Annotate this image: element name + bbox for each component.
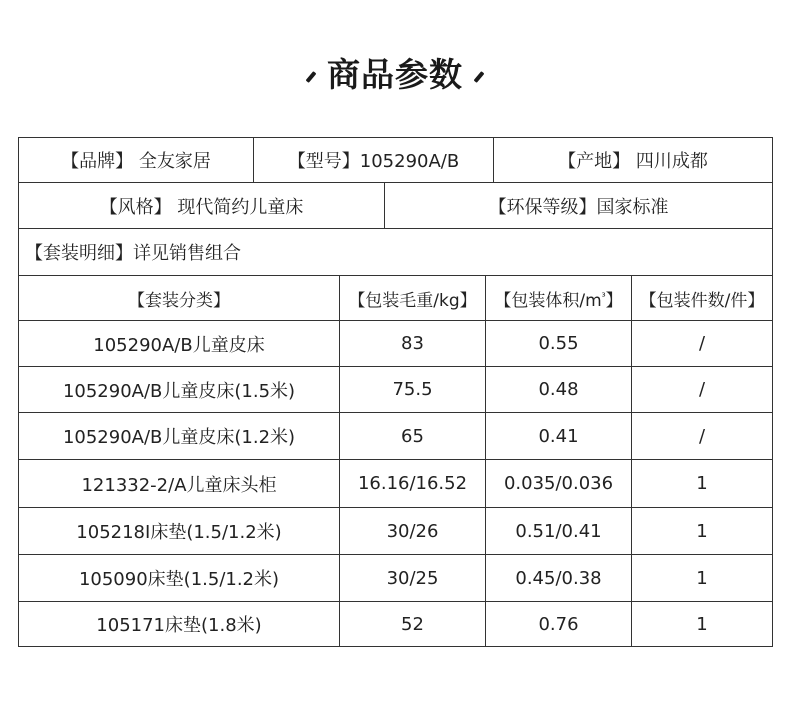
page-title: 商品参数 bbox=[327, 54, 463, 94]
title-decoration-left bbox=[306, 71, 317, 83]
eco-cell: 【环保等级】国家标准 bbox=[488, 196, 669, 218]
header-volume-text: 【包装体积/m bbox=[494, 290, 602, 311]
row-name: 105218I床垫(1.5/1.2米) bbox=[19, 508, 340, 554]
row-count: / bbox=[698, 425, 706, 447]
header-count: 【包装件数/件】 bbox=[639, 290, 765, 311]
row-name: 105171床垫(1.8米) bbox=[19, 602, 340, 646]
row-weight: 75.5 bbox=[340, 367, 486, 412]
header-category: 【套装分类】 bbox=[19, 276, 340, 320]
row-volume: 0.41 bbox=[486, 413, 632, 459]
row-weight: 30/26 bbox=[340, 508, 486, 554]
table-row bbox=[19, 413, 772, 460]
info-row-2 bbox=[19, 183, 772, 229]
table-row bbox=[19, 367, 772, 413]
row-weight: 83 bbox=[340, 321, 486, 366]
set-detail-cell: 【套装明细】详见销售组合 bbox=[25, 243, 241, 264]
row-count: / bbox=[698, 379, 706, 400]
header-weight: 【包装毛重/kg】 bbox=[340, 276, 486, 320]
row-name: 105090床垫(1.5/1.2米) bbox=[19, 555, 340, 601]
style-cell: 【风格】 现代简约儿童床 bbox=[19, 183, 385, 228]
row-count: 1 bbox=[696, 473, 708, 494]
row-name: 105290A/B儿童皮床 bbox=[19, 321, 340, 366]
row-volume: 0.48 bbox=[486, 367, 632, 412]
row-weight: 16.16/16.52 bbox=[340, 460, 486, 507]
model-cell: 【型号】105290A/B bbox=[254, 138, 494, 182]
origin-cell: 【产地】 四川成都 bbox=[558, 151, 708, 172]
row-count: 1 bbox=[696, 520, 708, 542]
row-weight: 65 bbox=[340, 413, 486, 459]
table-row bbox=[19, 460, 772, 508]
info-row-1 bbox=[19, 138, 772, 183]
header-volume-end: 】 bbox=[605, 290, 623, 311]
table-row bbox=[19, 555, 772, 602]
row-count: / bbox=[698, 333, 706, 354]
table-row bbox=[19, 602, 772, 646]
header-volume: 【包装体积/m ³ 】 bbox=[486, 276, 632, 320]
row-volume: 0.51/0.41 bbox=[486, 508, 632, 554]
row-volume: 0.035/0.036 bbox=[486, 460, 632, 507]
table-row bbox=[19, 508, 772, 555]
row-name: 105290A/B儿童皮床(1.2米) bbox=[19, 413, 340, 459]
brand-cell: 【品牌】 全友家居 bbox=[19, 138, 254, 182]
table-row bbox=[19, 321, 772, 367]
title-decoration-right bbox=[474, 71, 485, 83]
table-header bbox=[19, 276, 772, 321]
row-count: 1 bbox=[696, 613, 708, 635]
row-name: 105290A/B儿童皮床(1.5米) bbox=[19, 367, 340, 412]
row-volume: 0.45/0.38 bbox=[486, 555, 632, 601]
row-volume: 0.76 bbox=[486, 602, 632, 646]
title-bar bbox=[0, 50, 790, 94]
row-name: 121332-2/A儿童床头柜 bbox=[19, 460, 340, 507]
info-row-3 bbox=[19, 229, 772, 276]
row-count: 1 bbox=[696, 567, 708, 589]
row-weight: 30/25 bbox=[340, 555, 486, 601]
row-volume: 0.55 bbox=[486, 321, 632, 366]
spec-table bbox=[18, 137, 773, 647]
row-weight: 52 bbox=[340, 602, 486, 646]
